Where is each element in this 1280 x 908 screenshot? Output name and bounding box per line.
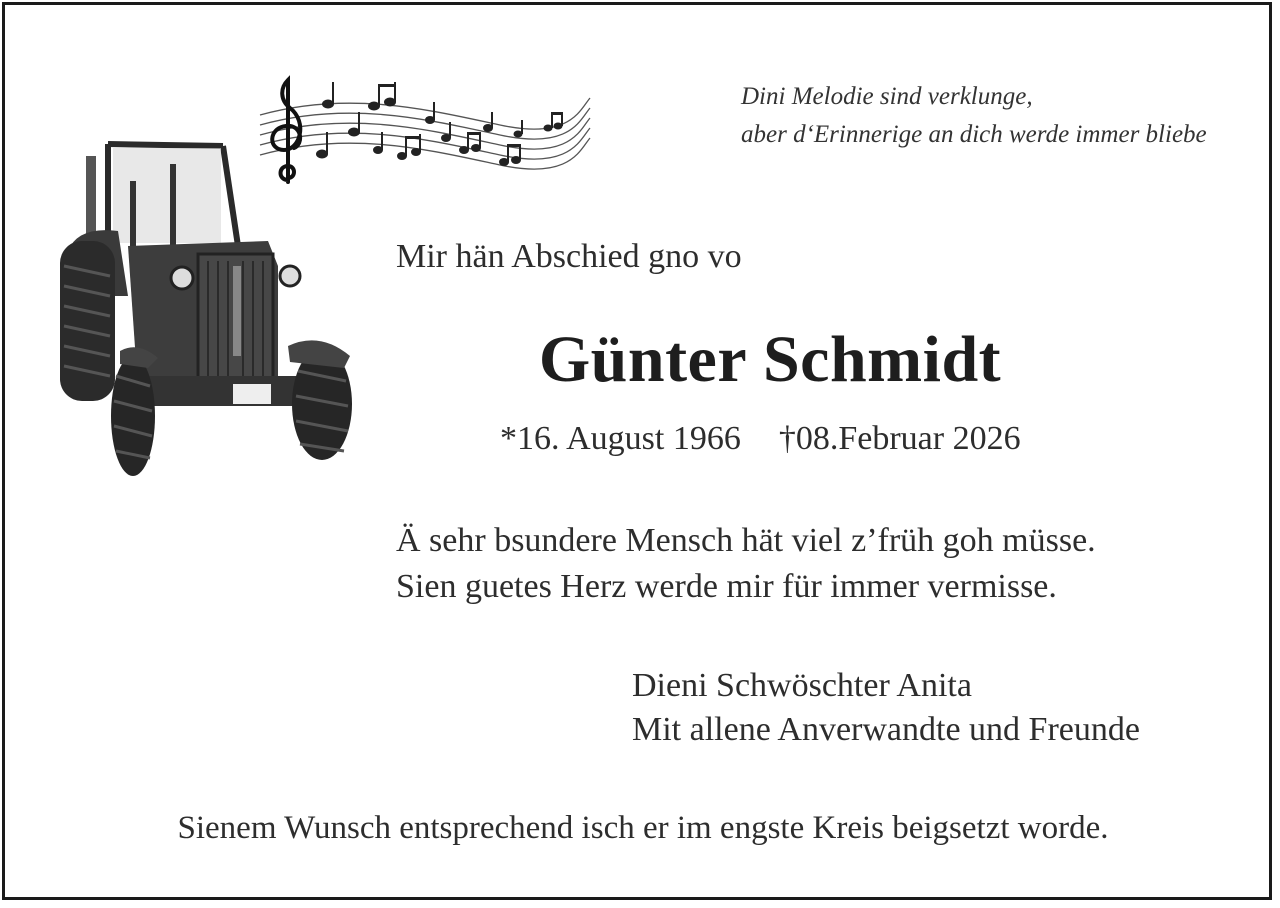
motto-line-1: Dini Melodie sind verklunge, — [741, 83, 1033, 110]
deceased-name: Günter Schmidt — [538, 323, 1002, 396]
verse-line-2: Sien guetes Herz werde mir für immer vermisse. — [396, 568, 1057, 605]
mourners-line-2: Mit allene Anverwandte und Freunde — [632, 711, 1140, 748]
verse — [396, 518, 1096, 610]
mourners-line-1: Dieni Schwöschter Anita — [632, 667, 972, 704]
life-dates — [500, 420, 1021, 458]
intro-text: Mir hän Abschied gno vo — [396, 238, 742, 275]
birth-date: *16. August 1966 — [500, 420, 741, 457]
verse-line-1: Ä sehr bsundere Mensch hät viel z’früh goh müsse. — [396, 522, 1096, 559]
motto — [741, 78, 1207, 154]
tractor-illustration — [58, 136, 358, 481]
burial-notice: Sienem Wunsch entsprechend isch er im engste Kreis beigsetzt worde. — [177, 810, 1109, 846]
mourners — [632, 664, 1140, 752]
death-date: †08.Februar 2026 — [778, 420, 1021, 457]
motto-line-2: aber d‘Erinnerige an dich werde immer bliebe — [741, 121, 1207, 148]
